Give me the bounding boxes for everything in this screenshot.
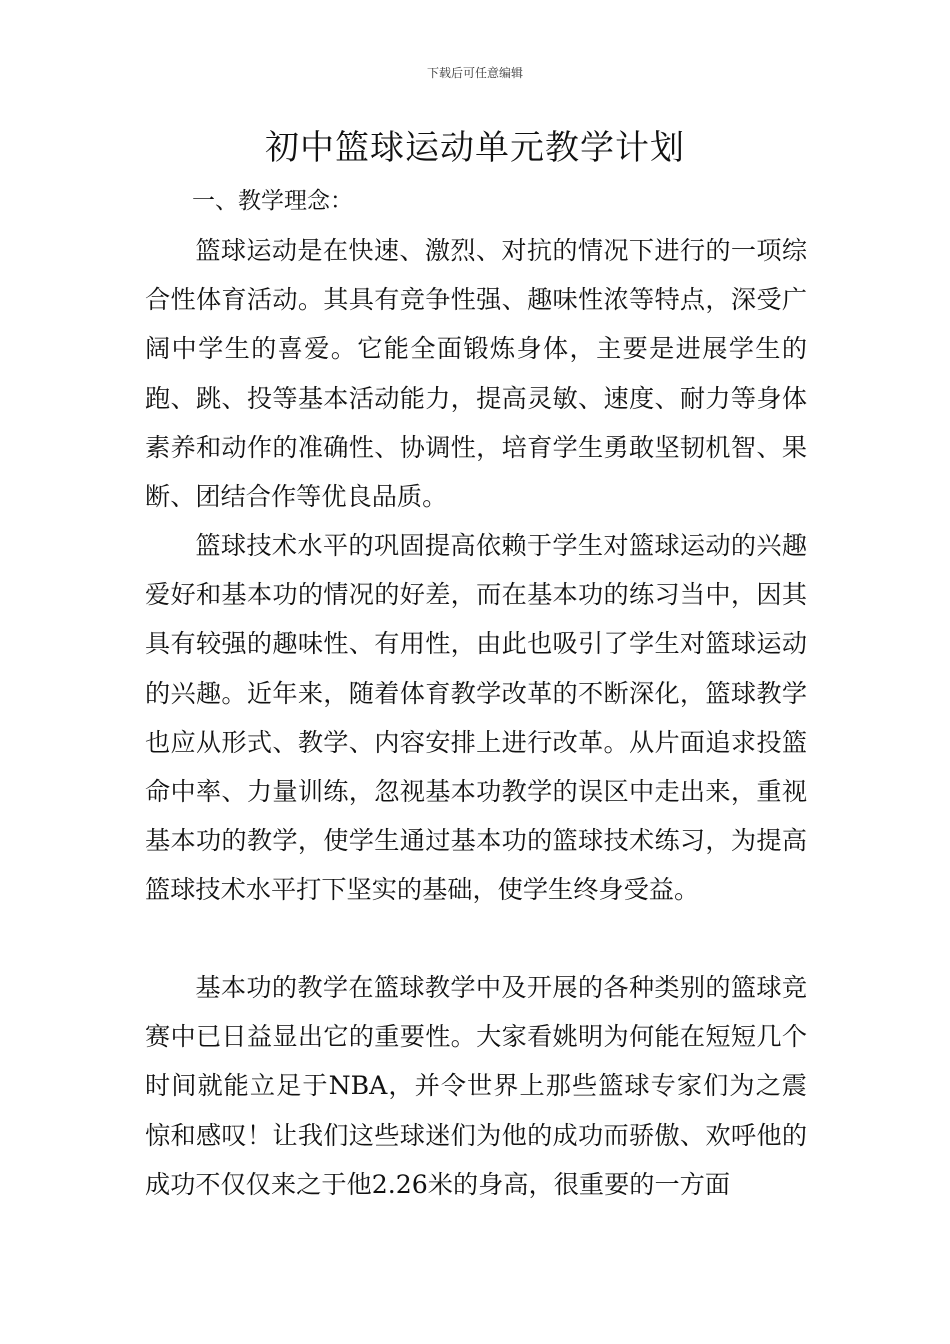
section-heading: 一、教学理念： — [192, 188, 353, 214]
header-note: 下载后可任意编辑 — [426, 66, 523, 80]
paragraph-3-block — [145, 963, 807, 1209]
paragraph: 篮球技术水平的巩固提高依赖于学生对篮球运动的兴趣爱好和基本功的情况的好差，而在基本功的练习当中，因其具有较强的趣味性、有用性，由此也吸引了学生对篮球运动的兴趣。近年来，随着体育教学改革的不断深化，篮球教学也应从形式、教学、内容安排上进行改革。从片面追求投篮命中率、力量训练，忽视基本功教学的误区中走出来，重视基本功的教学，使学生通过基本功的篮球技术练习，为提高篮球技术水平打下坚实的基础，使学生终身受益。 — [145, 531, 807, 905]
paragraph-1-block — [145, 226, 807, 521]
paragraph: 篮球运动是在快速、激烈、对抗的情况下进行的一项综合性体育活动。其具有竞争性强、趣味性浓等特点，深受广阔中学生的喜爱。它能全面锻炼身体，主要是进展学生的跑、跳、投等基本活动能力，提高灵敏、速度、耐力等身体素养和动作的准确性、协调性，培育学生勇敢坚韧机智、果断、团结合作等优良品质。 — [145, 236, 807, 512]
paragraph: 基本功的教学在篮球教学中及开展的各种类别的篮球竞赛中已日益显出它的重要性。大家看姚明为何能在短短几个时间就能立足于NBA，并令世界上那些篮球专家们为之震惊和感叹！让我们这些球迷们为他的成功而骄傲、欢呼他的成功不仅仅来之于他2.26米的身高，很重要的一方面 — [145, 973, 807, 1199]
document-title: 初中篮球运动单元教学计划 — [265, 128, 685, 168]
paragraph-2-block — [145, 521, 807, 915]
